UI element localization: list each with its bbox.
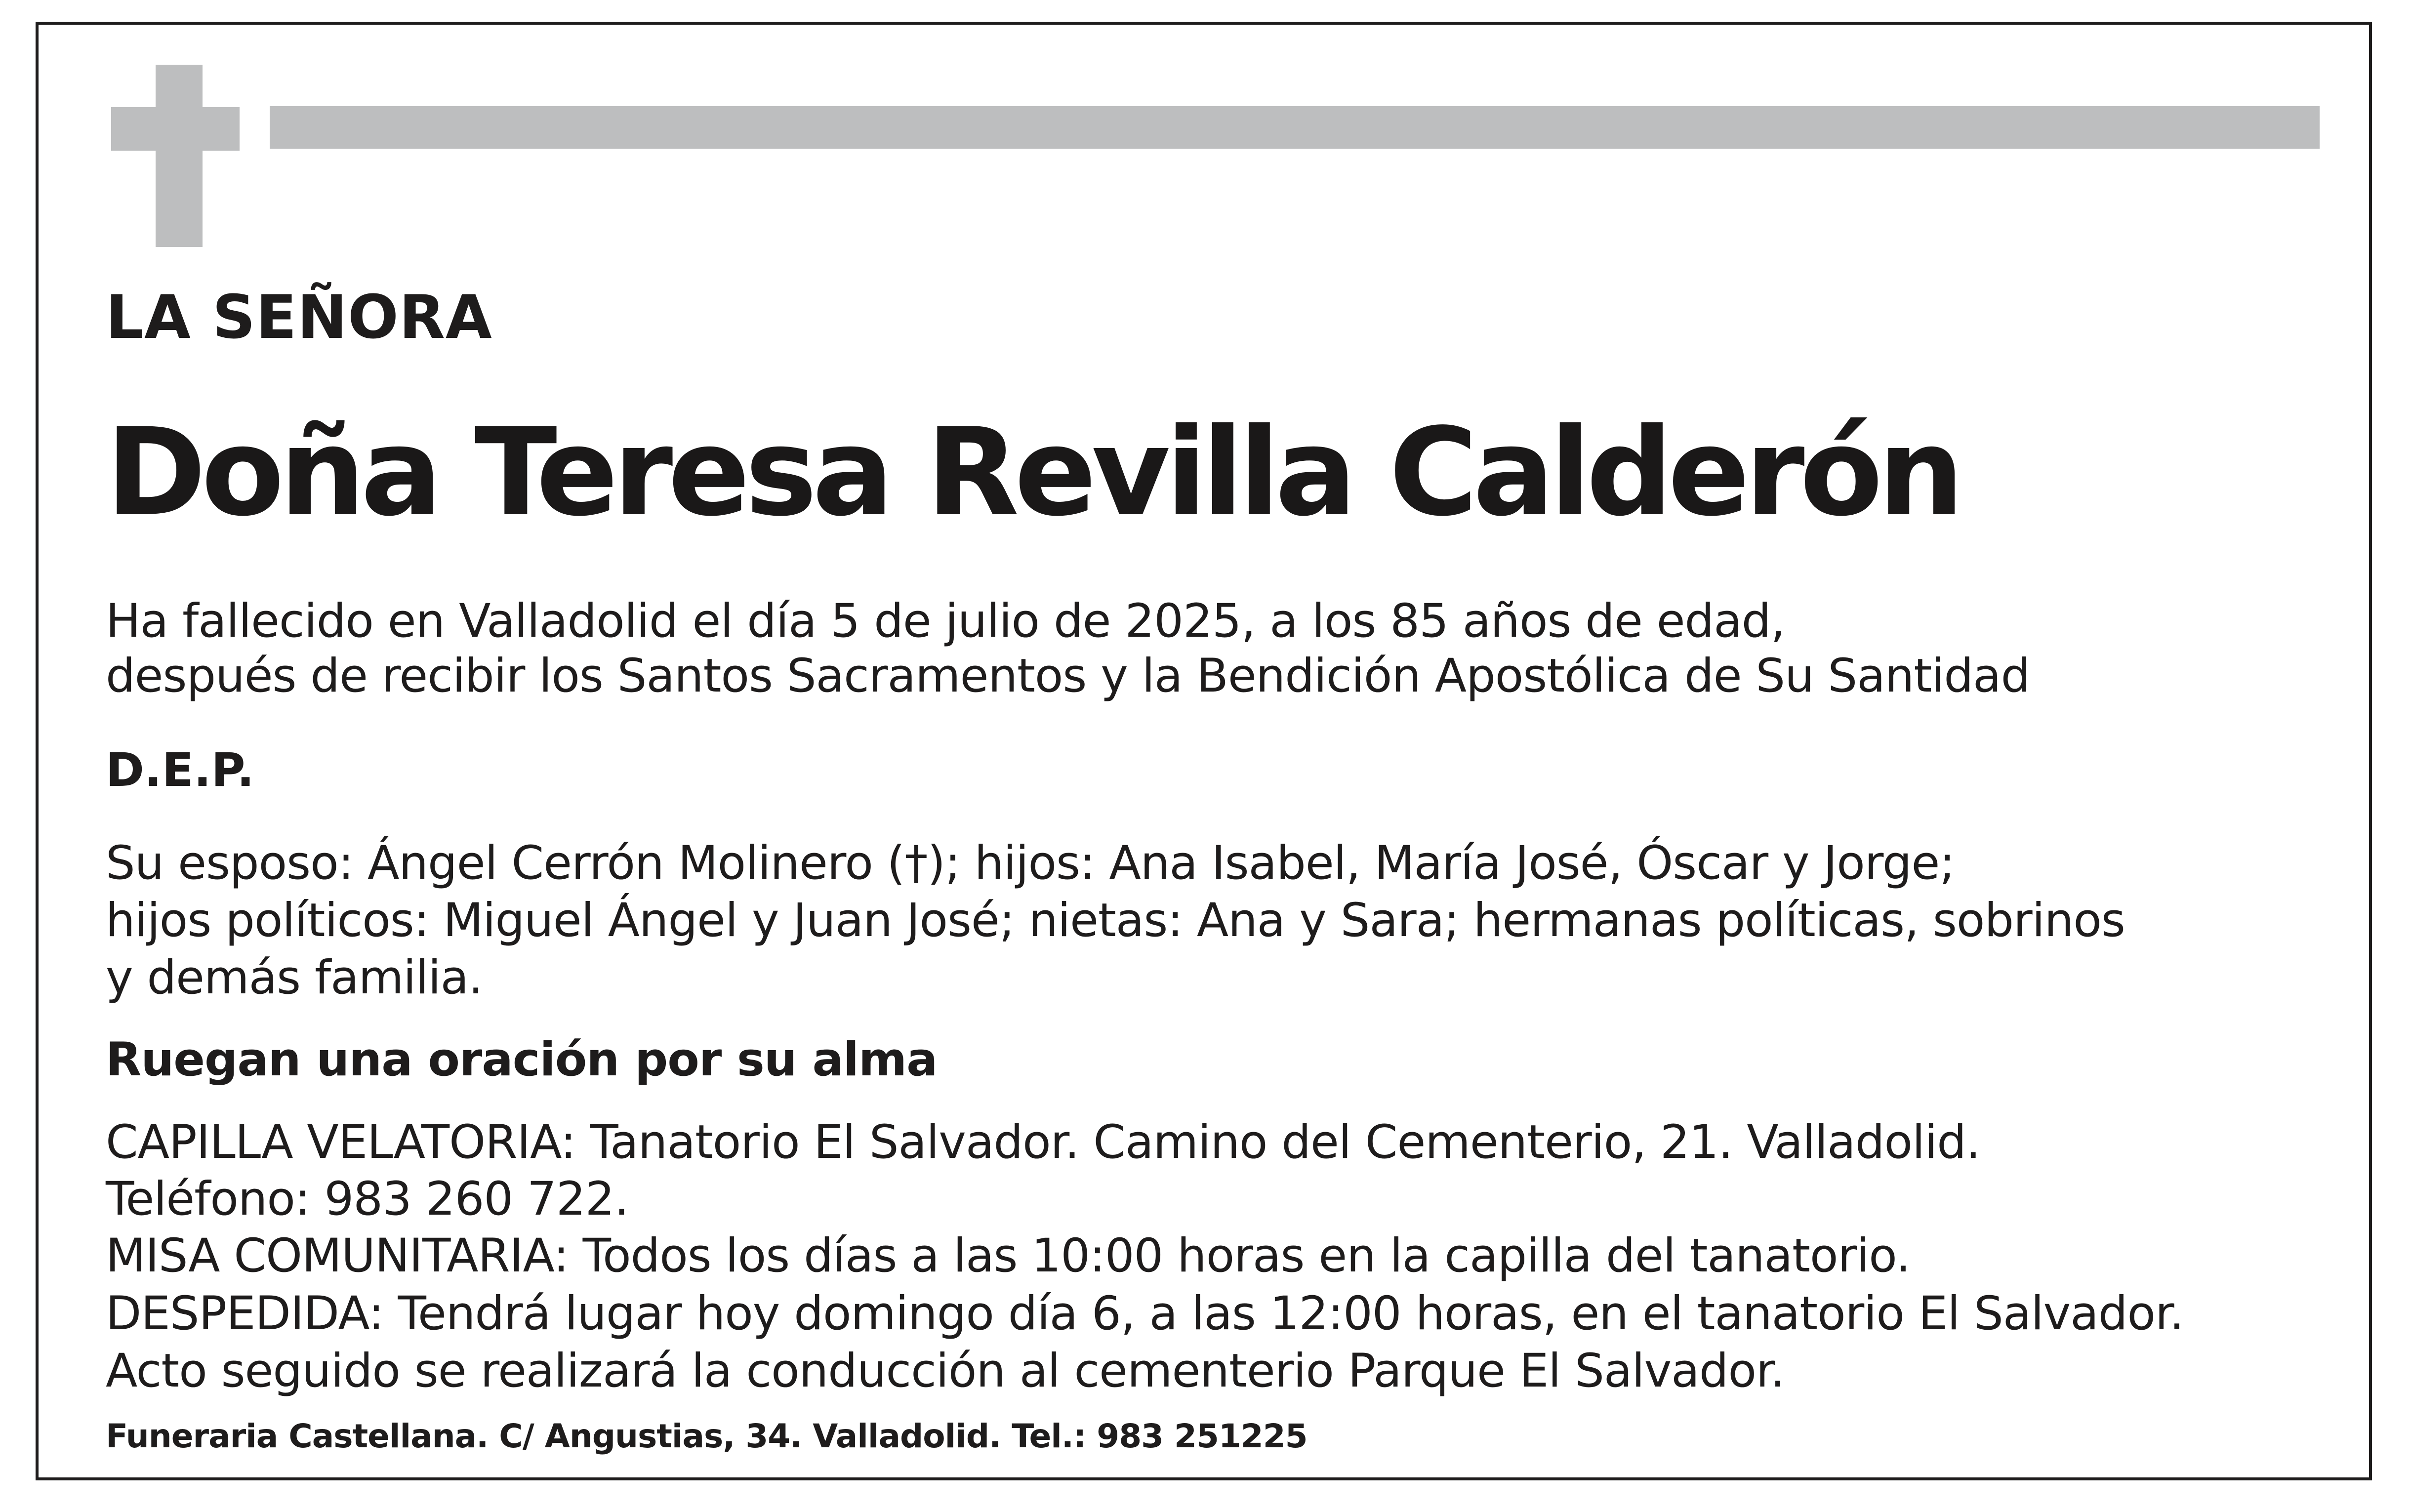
cross-vertical-bar [156, 65, 203, 247]
service-line-3: MISA COMUNITARIA: Todos los días a las 10:00 horas en la capilla del tanatorio. [106, 1229, 1911, 1283]
header-rule [270, 106, 2320, 149]
service-line-4: DESPEDIDA: Tendrá lugar hoy domingo día 6, a las 12:00 horas, en el tanatorio El Salvador. [106, 1287, 2184, 1341]
family-line-2: hijos políticos: Miguel Ángel y Juan José; nietas: Ana y Sara; hermanas políticas, sobrinos [106, 894, 2125, 947]
funeral-home-footer: Funeraria Castellana. C/ Angustias, 34. Valladolid. Tel.: 983 251225 [106, 1417, 1308, 1455]
service-line-2: Teléfono: 983 260 722. [106, 1172, 629, 1226]
cross-horizontal-bar [111, 107, 240, 151]
salutation: LA SEÑORA [106, 283, 492, 352]
death-line-2: después de recibir los Santos Sacramentos y la Bendición Apostólica de Su Santidad [106, 649, 2030, 703]
dep-text: D.E.P. [106, 743, 255, 797]
family-line-3: y demás familia. [106, 951, 483, 1005]
deceased-name: Doña Teresa Revilla Calderón [106, 402, 1960, 543]
service-line-1: CAPILLA VELATORIA: Tanatorio El Salvador. Camino del Cementerio, 21. Valladolid. [106, 1115, 1980, 1169]
service-line-5: Acto seguido se realizará la conducción al cementerio Parque El Salvador. [106, 1344, 1785, 1398]
family-line-1: Su esposo: Ángel Cerrón Molinero (†); hijos: Ana Isabel, María José, Óscar y Jorge; [106, 836, 1955, 890]
death-line-1: Ha fallecido en Valladolid el día 5 de julio de 2025, a los 85 años de edad, [106, 594, 1785, 648]
prayer-request: Ruegan una oración por su alma [106, 1033, 938, 1087]
